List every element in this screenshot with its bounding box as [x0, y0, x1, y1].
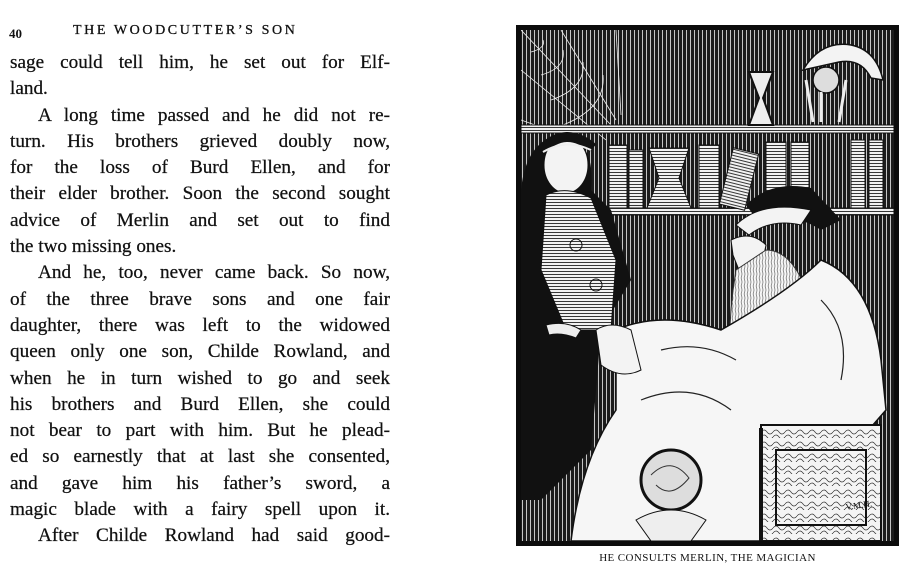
text-line: After Childe Rowland had said good- [38, 525, 390, 547]
running-head [9, 23, 389, 43]
page-number: 40 [9, 26, 22, 41]
text-line: their elder brother. Soon the second sought [10, 183, 390, 205]
carved-chair [761, 425, 881, 541]
text-line: sage could tell him, he set out for Elf- [10, 52, 390, 73]
text-line: and gave him his father’s sword, a [10, 472, 390, 494]
merlin-illustration [521, 30, 894, 541]
text-line: when he in turn wished to go and seek [10, 367, 390, 389]
text-line: for the loss of Burd Ellen, and for [10, 157, 390, 179]
text-line: his brothers and Burd Ellen, she could [10, 393, 390, 415]
text-line: And he, too, never came back. So now, [38, 262, 390, 284]
text-line: of the three brave sons and one fair [10, 288, 390, 310]
right-page [500, 0, 921, 588]
text-line: land. [10, 78, 48, 100]
text-line: turn. His brothers grieved doubly now, [10, 130, 390, 152]
upper-shelf [521, 125, 894, 133]
text-line: A long time passed and he did not re- [38, 104, 390, 126]
illustration-caption: HE CONSULTS MERLIN, THE MAGICIAN [599, 552, 816, 564]
text-line: daughter, there was left to the widowed [10, 314, 390, 336]
running-title: THE WOODCUTTER’S SON [73, 23, 298, 38]
body-text [10, 50, 390, 550]
text-line: queen only one son, Childe Rowland, and [10, 341, 390, 363]
lower-shelf [601, 208, 894, 215]
left-page [0, 0, 400, 588]
text-line: advice of Merlin and set out to find [10, 209, 390, 231]
text-line: magic blade with a fairy spell upon it. [10, 499, 390, 521]
crystal-ball-icon [636, 450, 706, 541]
illustration-plate [516, 25, 899, 546]
artist-signature: V.M.H. [844, 498, 873, 512]
text-line: not bear to part with him. But he plead- [10, 420, 390, 442]
text-line: ed so earnestly that at last she consented, [10, 446, 390, 468]
text-line: the two missing ones. [10, 236, 177, 258]
